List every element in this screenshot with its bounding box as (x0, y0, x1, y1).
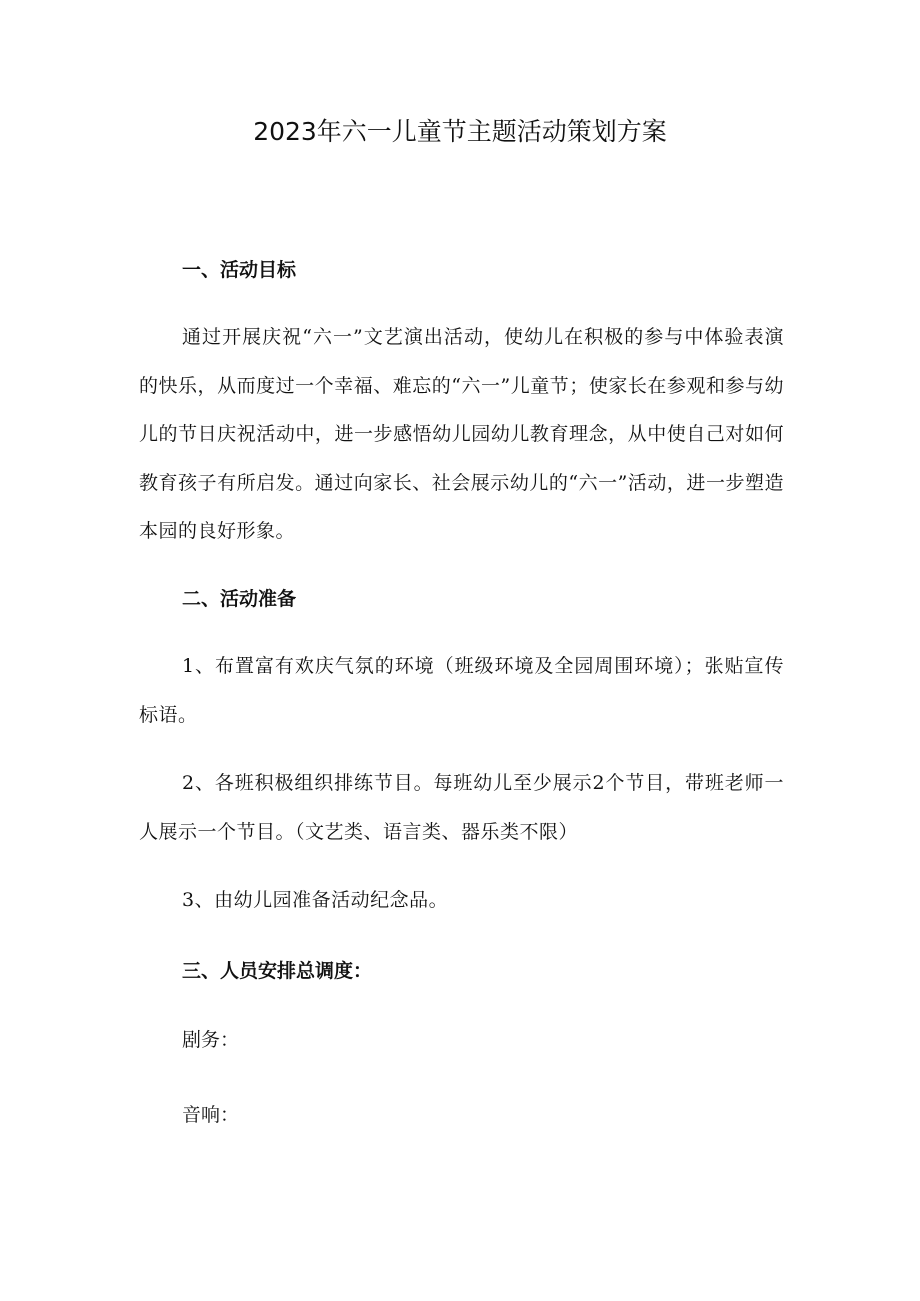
paragraph-goals: 通过开展庆祝“六一”文艺演出活动，使幼儿在积极的参与中体验表演的快乐，从而度过一个幸福、难忘的“六一”儿童节；使家长在参观和参与幼儿的节日庆祝活动中，进一步感悟幼儿园幼儿教育理念，从中使自己对如何教育孩子有所启发。通过向家长、社会展示幼儿的“六一”活动，进一步塑造本园的良好形象。 (139, 326, 784, 542)
section-heading-goals: 一、活动目标 (182, 259, 297, 281)
staff-item-stage: 剧务： (182, 1029, 240, 1051)
section-heading-staff: 三、人员安排总调度： (182, 960, 373, 982)
staff-item-sound: 音响： (182, 1104, 240, 1126)
paragraph-preparation-3: 3、由幼儿园准备活动纪念品。 (182, 889, 449, 911)
document-title: 2023年六一儿童节主题活动策划方案 (253, 117, 667, 146)
section-heading-preparation: 二、活动准备 (182, 588, 297, 610)
paragraph-preparation-2: 2、各班积极组织排练节目。每班幼儿至少展示2个节目，带班老师一人展示一个节目。（文艺类、语言类、器乐类不限） (139, 772, 784, 843)
paragraph-preparation-1: 1、布置富有欢庆气氛的环境（班级环境及全园周围环境）；张贴宣传标语。 (139, 655, 784, 726)
